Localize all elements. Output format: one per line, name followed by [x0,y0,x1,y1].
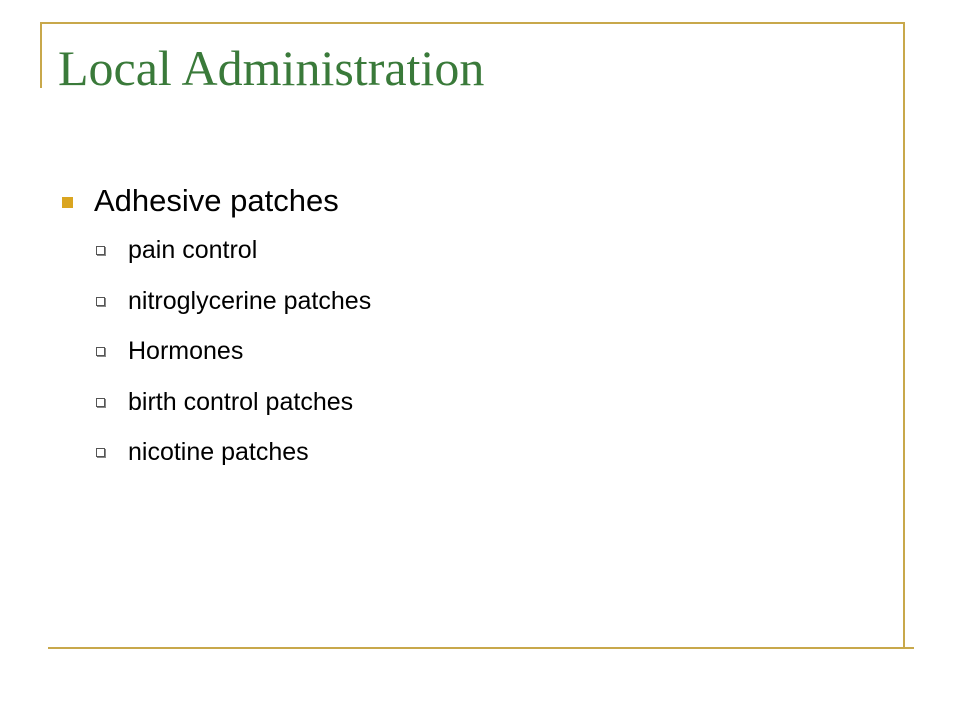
sub-bullet-item [60,281,880,332]
sub-bullet-list [60,230,880,483]
filled-square-bullet-icon [62,197,73,208]
sub-bullet-item [60,432,880,483]
bullet-text: Adhesive patches [94,183,339,218]
sub-bullet-item [60,382,880,433]
hollow-square-bullet-icon [96,246,105,255]
hollow-square-bullet-icon [96,448,105,457]
sub-bullet-item [60,331,880,382]
sub-bullet-text: pain control [128,236,258,264]
bullet-item [60,178,880,224]
slide-title: Local Administration [58,40,485,96]
hollow-square-bullet-icon [96,347,105,356]
hollow-square-bullet-icon [96,398,105,407]
sub-bullet-item [60,230,880,281]
bottom-divider-line [48,647,914,649]
slide-body [60,178,880,483]
left-accent-line [40,22,42,88]
top-divider-line [40,22,905,24]
sub-bullet-text: nitroglycerine patches [128,286,372,315]
hollow-square-bullet-icon [96,297,105,306]
sub-bullet-text: nicotine patches [128,438,309,466]
right-divider-line [903,22,905,648]
sub-bullet-text: Hormones [128,337,244,365]
sub-bullet-text: birth control patches [128,387,354,416]
